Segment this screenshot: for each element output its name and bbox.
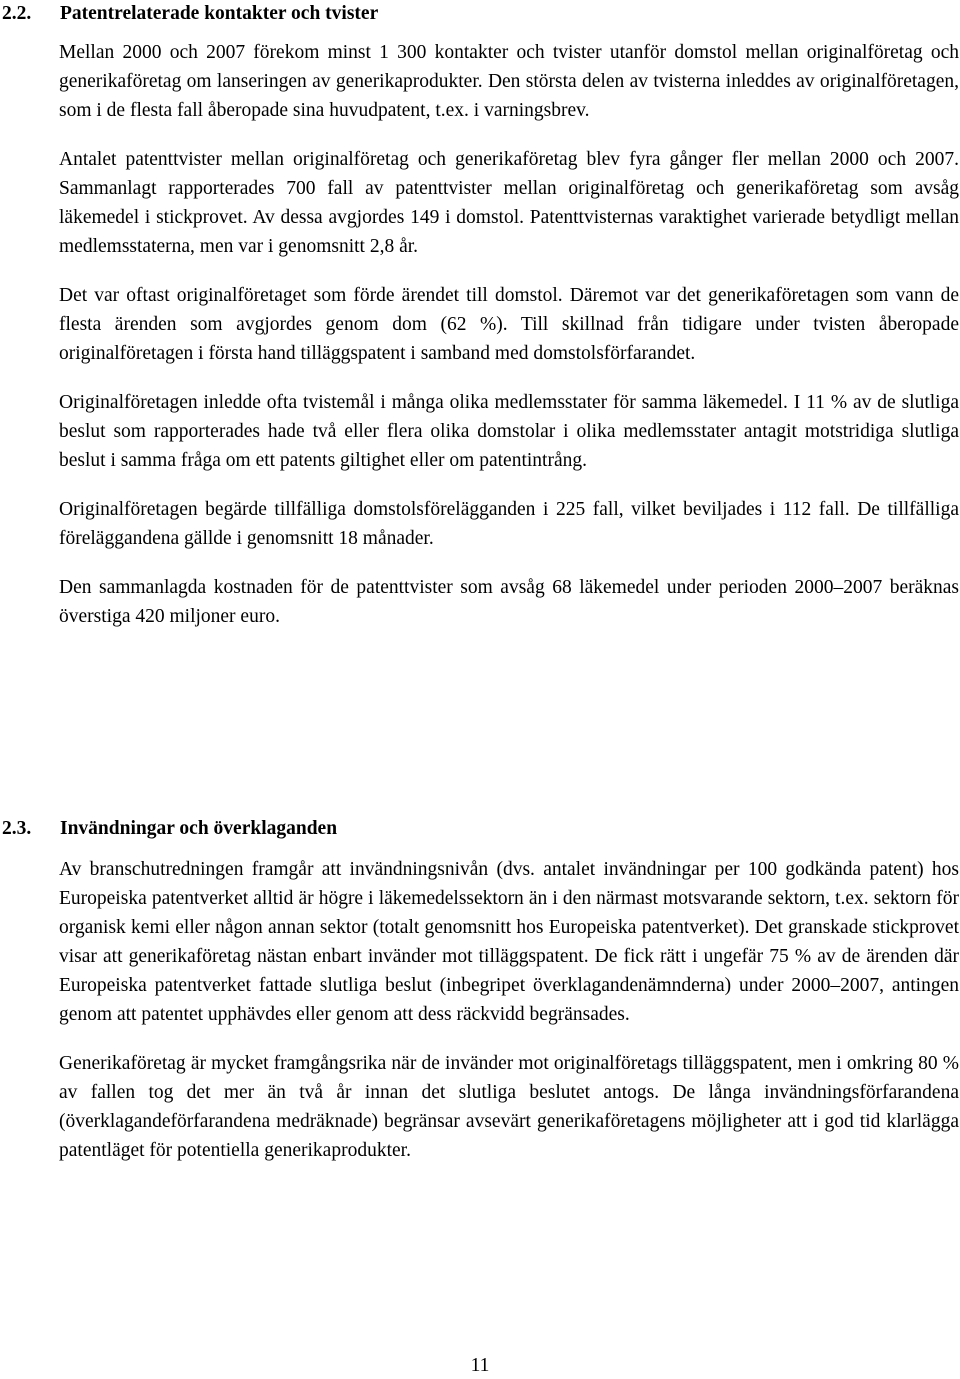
section-number: 2.3.: [2, 818, 32, 839]
paragraph: Generikaföretag är mycket framgångsrika när de invänder mot originalföretags tilläggspatent, men i omkring 80 % av fallen tog det mer än två år innan det slutliga beslutet antogs. De långa invändningsförfarandena (överklagandeförfarandena medräknade) begränsar avsevärt generikaföretagens möjligheter att i god tid klarlägga patentläget för potentiella generikaprodukter.: [59, 1053, 959, 1161]
paragraph: Av branschutredningen framgår att invändningsnivån (dvs. antalet invändningar per 100 godkända patent) hos Europeiska patentverket alltid är högre i läkemedelssektorn än i den närmast motsvarande sektorn, t.ex. sektorn för organisk kemi eller någon annan sektor (totalt genomsnitt hos Europeiska patentverket). Det granskade stickprovet visar att generikaföretag nästan enbart invänder mot tilläggspatent. De fick rätt i ungefär 75 % av de ärenden där Europeiska patentverket fattade slutliga beslut (inbegripet överklagandenämnderna) under 2000–2007, antingen genom att patentet upphävdes eller genom att dess räckvidd begränsades.: [59, 859, 959, 1025]
section-title: Patentrelaterade kontakter och tvister: [60, 3, 379, 24]
section-heading: [0, 0, 960, 28]
paragraph: Den sammanlagda kostnaden för de patenttvister som avsåg 68 läkemedel under perioden 2000–2007 beräknas överstiga 420 miljoner euro.: [59, 577, 959, 627]
paragraph: Antalet patenttvister mellan originalföretag och generikaföretag blev fyra gånger fler mellan 2000 och 2007. Sammanlagt rapporterades 700 fall av patenttvister mellan originalföretag och generikaföretag som avsåg läkemedel i stickprovet. Av dessa avgjordes 149 i domstol. Patenttvisternas varaktighet varierade betydligt mellan medlemsstaterna, men var i genomsnitt 2,8 år.: [59, 149, 959, 257]
section-number: 2.2.: [2, 3, 32, 24]
section-heading: [0, 815, 960, 843]
paragraph: Mellan 2000 och 2007 förekom minst 1 300 kontakter och tvister utanför domstol mellan originalföretag och generikaföretag om lanseringen av generikaprodukter. Den största delen av tvisterna inleddes av originalföretagen, som i de flesta fall åberopade sina huvudpatent, t.ex. i varningsbrev.: [59, 42, 959, 121]
section-title: Invändningar och överklaganden: [60, 818, 338, 839]
paragraph: Originalföretagen inledde ofta tvistemål i många olika medlemsstater för samma läkemedel. I 11 % av de slutliga beslut som rapporterades hade två eller flera olika domstolar i olika medlemsstater antagit motstridiga slutliga beslut i samma fråga om ett patents giltighet eller om patentintrång.: [59, 392, 959, 471]
paragraph: Originalföretagen begärde tillfälliga domstolsförelägganden i 225 fall, vilket beviljades i 112 fall. De tillfälliga föreläggandena gällde i genomsnitt 18 månader.: [59, 499, 959, 549]
section-2-2: [0, 0, 960, 631]
page-number: 11: [470, 1355, 490, 1376]
paragraph: Det var oftast originalföretaget som förde ärendet till domstol. Däremot var det generikaföretagen som vann de flesta ärenden som avgjordes genom dom (62 %). Till skillnad från tidigare under tvisten åberopade originalföretagen i första hand tilläggspatent i samband med domstolsförfarandet.: [59, 285, 959, 364]
section-2-3: [0, 815, 960, 1165]
